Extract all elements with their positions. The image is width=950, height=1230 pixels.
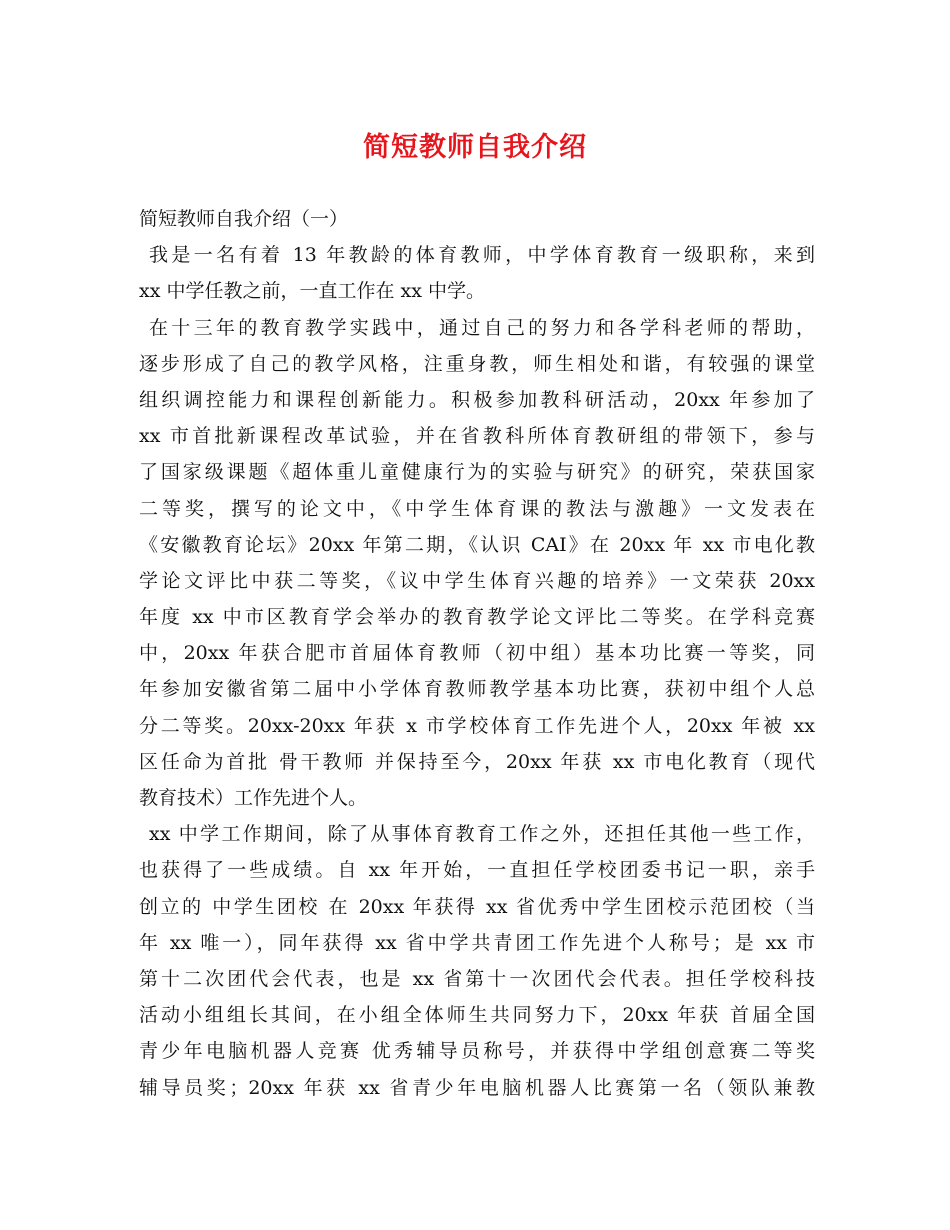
section-heading: 简短教师自我介绍（一）: [139, 208, 349, 230]
text-line: 年 xx 唯一），同年获得 xx 省中学共青团工作先进个人称号；是 xx 市: [139, 931, 815, 954]
text-line: 区任命为首批 骨干教师 并保持至今，20xx 年获 xx 市电化教育（现代: [139, 750, 815, 773]
document-title: 简短教师自我介绍: [363, 132, 587, 163]
text-line: 年度 xx 中市区教育学会举办的教育教学论文评比二等奖。在学科竞赛: [139, 606, 815, 629]
text-line: 学论文评比中获二等奖，《议中学生体育兴趣的培养》一文荣获 20xx: [139, 569, 815, 592]
text-line: 二等奖，撰写的论文中，《中学生体育课的教法与激趣》一文发表在: [139, 497, 815, 520]
text-line: 教育技术）工作先进个人。: [139, 787, 368, 809]
text-line: xx 中学任教之前，一直工作在 xx 中学。: [139, 280, 485, 303]
text-line: 了国家级课题《超体重儿童健康行为的实验与研究》的研究，荣获国家: [139, 461, 815, 484]
text-line: 我是一名有着 13 年教龄的体育教师，中学体育教育一级职称，来到: [149, 244, 815, 267]
text-line: 活动小组组长其间，在小组全体师生共同努力下，20xx 年获 首届全国: [139, 1004, 815, 1027]
paragraph-lines: [139, 237, 815, 1106]
text-line: 第十二次团代会代表，也是 xx 省第十一次团代会代表。担任学校科技: [139, 967, 815, 990]
text-line: 辅导员奖；20xx 年获 xx 省青少年电脑机器人比赛第一名（领队兼教: [139, 1076, 815, 1099]
text-line: 也获得了一些成绩。自 xx 年开始，一直担任学校团委书记一职，亲手: [139, 859, 815, 882]
text-line: 年参加安徽省第二届中小学体育教师教学基本功比赛，获初中组个人总: [139, 678, 815, 701]
text-line: 在十三年的教育教学实践中，通过自己的努力和各学科老师的帮助，: [149, 316, 815, 339]
text-line: 逐步形成了自己的教学风格，注重身教，师生相处和谐，有较强的课堂: [139, 352, 815, 375]
text-line: 中，20xx 年获合肥市首届体育教师（初中组）基本功比赛一等奖，同: [139, 642, 815, 665]
text-line: 青少年电脑机器人竞赛 优秀辅导员称号，并获得中学组创意赛二等奖: [139, 1040, 815, 1063]
text-line: xx 市首批新课程改革试验，并在省教科所体育教研组的带领下，参与: [139, 425, 815, 448]
text-line: 分二等奖。20xx-20xx 年获 x 市学校体育工作先进个人，20xx 年被 xx: [139, 714, 815, 737]
text-line: 《安徽教育论坛》20xx 年第二期，《认识 CAI》在 20xx 年 xx 市电化教: [139, 533, 815, 556]
document-body: [139, 201, 815, 1106]
text-line: 创立的 中学生团校 在 20xx 年获得 xx 省优秀中学生团校示范团校（当: [139, 895, 815, 918]
text-line: 组织调控能力和课程创新能力。积极参加教科研活动，20xx 年参加了: [139, 388, 815, 411]
text-line: xx 中学工作期间，除了从事体育教育工作之外，还担任其他一些工作，: [149, 823, 815, 846]
